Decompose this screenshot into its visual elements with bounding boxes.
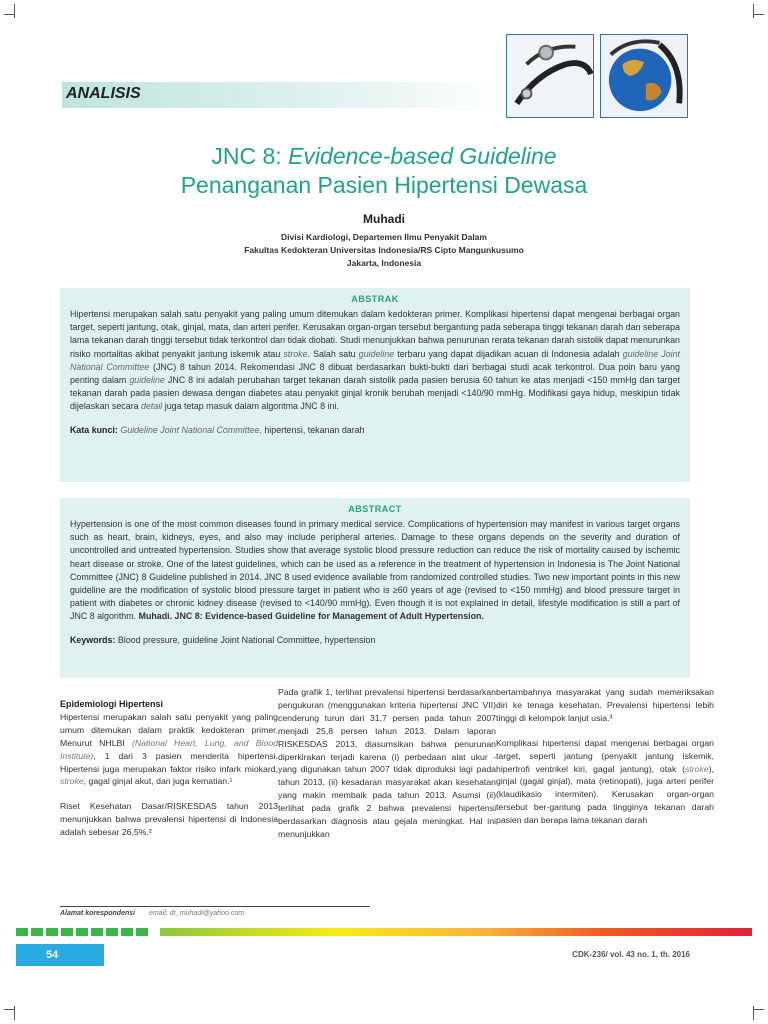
- title-italic: Evidence-based Guideline: [288, 143, 557, 169]
- footer-color-bar: [160, 928, 752, 936]
- paragraph: Riset Kesehatan Dasar/RISKESDAS tahun 2013 menunjukkan bahwa prevalensi hipertensi di Indonesia adalah sebesar 26,5%.²: [60, 801, 278, 838]
- abstrak-heading: ABSTRAK: [351, 294, 399, 304]
- page-number: 54: [16, 944, 104, 966]
- stethoscope-icon: [507, 35, 593, 117]
- affiliation-line: Fakultas Kedokteran Universitas Indonesia/RS Cipto Mangunkusumo: [244, 245, 524, 255]
- affiliation-line: Divisi Kardiologi, Departemen Ilmu Penyakit Dalam: [281, 232, 487, 242]
- globe-photo: [600, 34, 688, 118]
- body-column-1: [60, 698, 278, 851]
- crop-mark-top-left: [4, 4, 18, 18]
- paragraph: Komplikasi hipertensi dapat mengenai berbagai organ target, seperti jantung (penyakit jantung iskemik, hipertrofi ventrikel kiri, gagal jantung), otak (stroke), ginjal (gagal ginjal), mata (retinopati), juga arteri perifer (klaudikasio intermiten). Kerusakan organ-organ tersebut ber-gantung pada tingginya tekanan darah pasien dan berapa lama tekanan darah: [496, 737, 714, 826]
- abstrak-text: Hipertensi merupakan salah satu penyakit yang paling umum ditemukan dalam kedokteran primer. Komplikasi hipertensi dapat mengenai berbagai organ target, seperti jantung, otak, ginjal, mata, dan arteri perifer. Kerusakan organ-organ tersebut bergantung pada seberapa tinggi tekanan darah dan seberapa lama tekanan darah tinggi tersebut tidak terkontrol dan tidak diobati. Studi menunjukkan bahwa penurunan rerata tekanan darah sistolik dapat menurunkan risiko mortalitas akibat penyakit jantung iskemik atau stroke. Salah satu guideline terbaru yang dapat dijadikan acuan di Indonesia adalah guideline Joint National Committee (JNC) 8 tahun 2014. Rekomendasi JNC 8 dibuat berdasarkan bukti-bukti dari berbagai studi acak terkontrol. Dua poin baru yang penting dalam guideline JNC 8 ini adalah perubahan target tekanan darah sistolik pada pasien berusia 60 tahun ke atas menjadi <150 mmHg dan target tekanan darah pada pasien dewasa dengan diabetes atau penyakit ginjal kronik berubah menjadi <140/90 mmHg. Modifikasi gaya hidup, meskipun tidak dijelaskan secara detail juga tetap masuk dalam algoritma JNC 8 ini.: [70, 309, 680, 412]
- footnote-rule: [60, 906, 370, 907]
- section-label: ANALISIS: [66, 85, 141, 102]
- article-title-line-2: Penanganan Pasien Hipertensi Dewasa: [180, 172, 588, 198]
- section-header-bar: [62, 82, 500, 108]
- abstract-box: [60, 498, 690, 678]
- correspondence-footnote: [60, 910, 244, 917]
- article-title-line-1: [0, 142, 768, 170]
- abstrak-keywords: Kata kunci: Guideline Joint National Committee, hipertensi, tekanan darah: [70, 424, 365, 435]
- title-prefix: JNC 8:: [211, 143, 289, 169]
- affiliation-line: Jakarta, Indonesia: [346, 258, 422, 268]
- correspondence-label: Alamat korespondensi: [60, 910, 136, 917]
- abstract-text: Hypertension is one of the most common diseases found in primary medical service. Complications of hypertension may manifest in various target organs such as heart, brain, kidneys, eyes, and also may include peripheral arteries. Damage to these organs depends on the severity and duration of uncontrolled and untreated hypertension. Studies show that average systolic blood pressure reduction can reduce the risk of mortality caused by ischemic heart disease or stroke. One of the latest guidelines, which can be used as a reference in the treatment of hypertension in Indonesia is The Joint National Committee (JNC) 8 Guideline published in 2014. JNC 8 used evidence available from randomized controlled studies. Two new important points in this new guideline are the modification of systolic blood pressure target in patient who is ≥60 years of age (revised to <150 mmHg) and blood pressure target in patient with diabetes or chronic kidney disease (revised to <140/90 mmHg). Even though it is not explained in detail, lifestyle modification is still a part of JNC 8 algorithm. Muhadi. JNC 8: Evidence-based Guideline for Management of Adult Hypertension.: [70, 519, 680, 622]
- body-column-3: [496, 686, 714, 839]
- paragraph: bertambahnya masyarakat yang sudah memeriksakan diri ke tenaga kesehatan. Prevalensi hipertensi lebih tinggi di kelompok lanjut usia.³: [496, 687, 714, 723]
- globe-icon: [601, 35, 687, 117]
- stethoscope-photo: [506, 34, 594, 118]
- correspondence-email: email: dr_muhadi@yahoo.com: [149, 910, 245, 917]
- abstract-keywords: Keywords: Blood pressure, guideline Joint National Committee, hypertension: [70, 634, 376, 645]
- paragraph: Pada grafik 1, terlihat prevalensi hipertensi berdasarkan pengukuran (menggunakan kriteria hipertensi JNC VII) cenderung turun dari 31,7 persen pada tahun 2007 menjadi 25,8 persen tahun 2013. Dalam laporan RISKESDAS 2013, diasumsikan bahwa penurunan diperkirakan terjadi karena (i) perbedaan alat ukur - yang digunakan tahun 2007 tidak diproduksi lagi pada tahun 2013, (ii) kesadaran masyarakat akan kesehatan yang makin membaik pada tahun 2013. Asumsi (ii) terlihat pada grafik 2 bahwa prevalensi hipertensi berdasarkan diagnosis atau gejala meningkat. Hal ini menunjukkan: [278, 687, 496, 839]
- paragraph: Hipertensi merupakan salah satu penyakit yang paling umum ditemukan dalam praktik kedokteran primer. Menurut NHLBI (National Heart, Lung, and Blood Institute), 1 dari 3 pasien menderita hipertensi. Hipertensi juga merupakan faktor risiko infark miokard, stroke, gagal ginjal akut, dan juga kematian.¹: [60, 711, 278, 787]
- crop-mark-bottom-left: [4, 1006, 18, 1020]
- body-column-2: [278, 686, 496, 853]
- journal-citation: CDK-236/ vol. 43 no. 1, th. 2016: [572, 950, 690, 959]
- author-affiliation: [0, 231, 768, 270]
- footer-squares: [16, 928, 148, 936]
- crop-mark-bottom-right: [750, 1006, 764, 1020]
- section-heading-epidemiologi: Epidemiologi Hipertensi: [60, 699, 164, 709]
- abstract-heading: ABSTRACT: [348, 504, 402, 514]
- abstrak-box: [60, 288, 690, 482]
- author-name: Muhadi: [363, 212, 405, 226]
- crop-mark-top-right: [750, 4, 764, 18]
